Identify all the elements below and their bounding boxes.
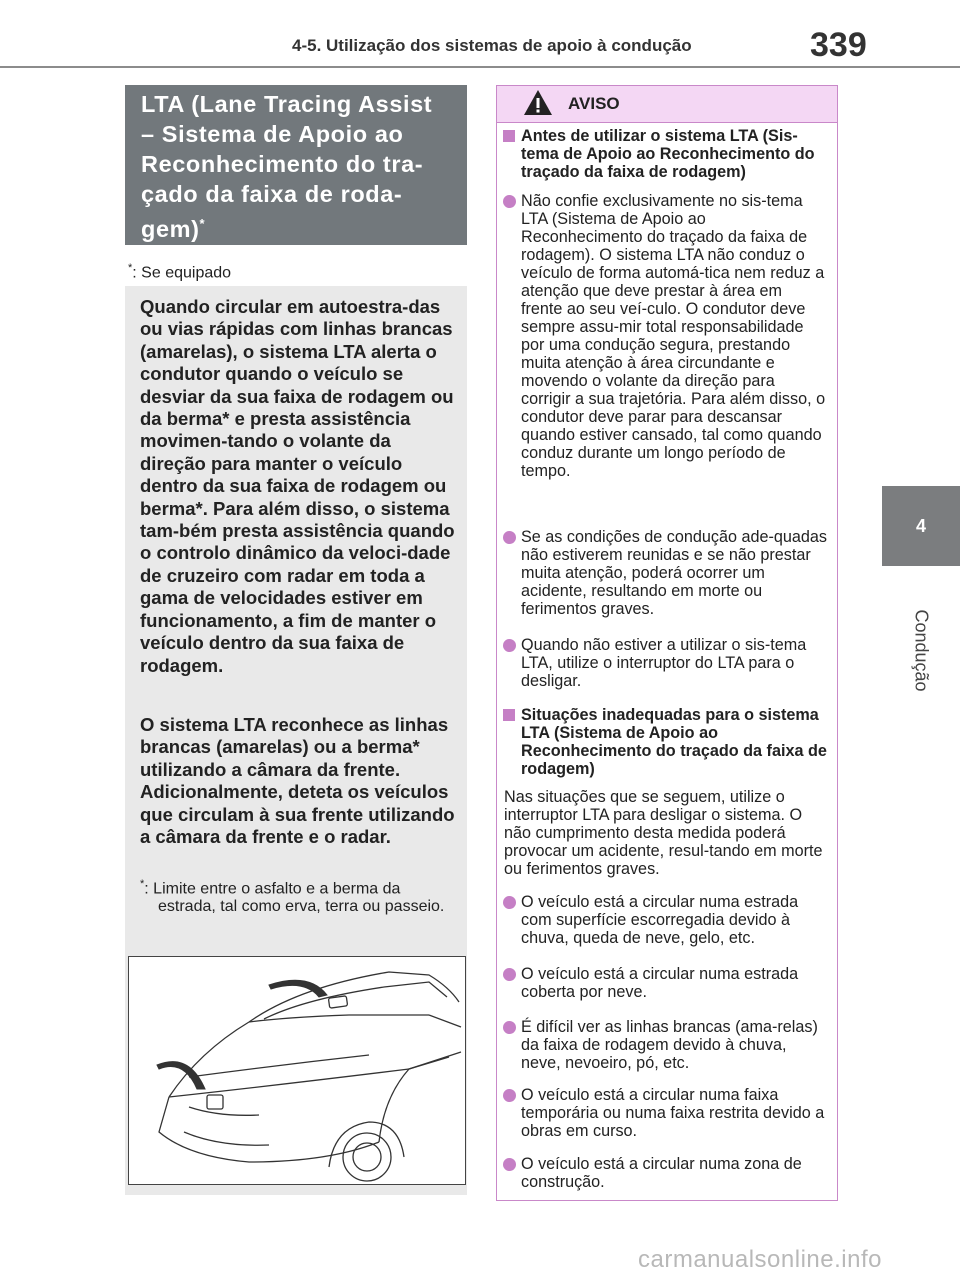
- title-line: LTA (Lane Tracing Assist: [141, 91, 433, 117]
- warning-bullet: O veículo está a circular numa estrada coberta por neve.: [521, 965, 799, 1001]
- warning-bullet: O veículo está a circular numa zona de construção.: [521, 1155, 802, 1191]
- warning-heading: AVISO: [568, 94, 620, 113]
- bullet-dot-icon: [503, 1158, 516, 1171]
- title-line: Reconhecimento do tra-: [141, 151, 424, 177]
- warning-bullet: Não confie exclusivamente no sis-tema LTA (Sistema de Apoio ao Reconhecimento do traçado da faixa de rodagem). O sistema LTA não conduz o veículo de forma automá-tica nem reduz a atenção que deve prestar à área em frente ao seu veí-culo. O condutor deve sempre assu-mir total responsabilidade por uma condução segura, prestando muita atenção à área circundante e movendo o volante da direção para corrigir a sua trajetória. Para além disso, o condutor deve parar para descansar quando estiver cansado, tal como quando conduz durante um longo período de tempo.: [521, 192, 826, 480]
- section-title: 4-5. Utilização dos sistemas de apoio à condução: [292, 36, 692, 55]
- warning-bullet: O veículo está a circular numa estrada com superfície escorregadia devido à chuva, queda de neve, gelo, etc.: [521, 893, 799, 947]
- square-bullet-icon: [503, 709, 515, 721]
- bullet-dot-icon: [503, 1021, 516, 1034]
- berma-footnote: *: Limite entre o asfalto e a berma da estrada, tal como erva, terra ou passeio.: [140, 878, 445, 916]
- chapter-tab[interactable]: 4: [882, 486, 960, 566]
- page-number: 339: [810, 26, 867, 64]
- vehicle-camera-illustration: [128, 956, 466, 1185]
- bullet-dot-icon: [503, 195, 516, 208]
- summary-paragraph: Quando circular em autoestra-das ou vias rápidas com linhas brancas (amarelas), o sistema LTA alerta o condutor quando o veículo se desviar da sua faixa de rodagem ou da berma* e presta assistência movimen-tando o volante da direção para manter o veículo dentro da sua faixa de rodagem ou berma*. Para além disso, o sistema tam-bém presta assistência quando o controlo dinâmico da veloci-dade de cruzeiro com radar em toda a gama de velocidades estiver em funcionamento, a fim de manter o veículo dentro da sua faixa de rodagem.: [140, 296, 455, 676]
- summary-paragraph: O sistema LTA reconhece as linhas brancas (amarelas) ou a berma* utilizando a câmara da frente. Adicionalmente, deteta os veículos que circulam à sua frente utilizando a câmara da frente e o radar.: [140, 714, 455, 848]
- warning-bullet: O veículo está a circular numa faixa temporária ou numa faixa restrita devido a obras em curso.: [521, 1086, 825, 1140]
- warning-section-title: Situações inadequadas para o sistema LTA (Sistema de Apoio ao Reconhecimento do traçado da faixa de rodagem): [521, 706, 827, 778]
- bullet-dot-icon: [503, 1089, 516, 1102]
- warning-section-title: Antes de utilizar o sistema LTA (Sis-tema de Apoio ao Reconhecimento do traçado da faixa de rodagem): [521, 127, 815, 181]
- header-divider: [0, 66, 960, 68]
- title-line-last: gem)*: [141, 215, 206, 242]
- equipment-footnote: *: Se equipado: [128, 262, 232, 282]
- car-front-icon: [129, 957, 465, 1184]
- bullet-dot-icon: [503, 531, 516, 544]
- bullet-dot-icon: [503, 896, 516, 909]
- warning-bullet: É difícil ver as linhas brancas (ama-relas) da faixa de rodagem devido à chuva, neve, nevoeiro, pó, etc.: [521, 1018, 818, 1072]
- warning-intro: Nas situações que se seguem, utilize o interruptor LTA para desligar o sistema. O não cumprimento desta medida poderá provocar um acidente, resul-tando em morte ou ferimentos graves.: [504, 788, 823, 878]
- watermark: carmanualsonline.info: [638, 1246, 882, 1273]
- warning-triangle-icon: [522, 88, 554, 123]
- warning-bullet: Quando não estiver a utilizar o sis-tema LTA, utilize o interruptor do LTA para o desligar.: [521, 636, 807, 690]
- footnote-marker: *: [199, 216, 206, 231]
- bullet-dot-icon: [503, 968, 516, 981]
- square-bullet-icon: [503, 130, 515, 142]
- feature-title-box: [125, 85, 467, 245]
- title-line: çado da faixa de roda-: [141, 181, 403, 207]
- chapter-label: Condução: [911, 609, 932, 692]
- title-line: – Sistema de Apoio ao: [141, 121, 404, 147]
- warning-bullet: Se as condições de condução ade-quadas não estiverem reunidas e se não prestar muita atenção, poderá ocorrer um acidente, resultando em morte ou ferimentos graves.: [521, 528, 827, 618]
- bullet-dot-icon: [503, 639, 516, 652]
